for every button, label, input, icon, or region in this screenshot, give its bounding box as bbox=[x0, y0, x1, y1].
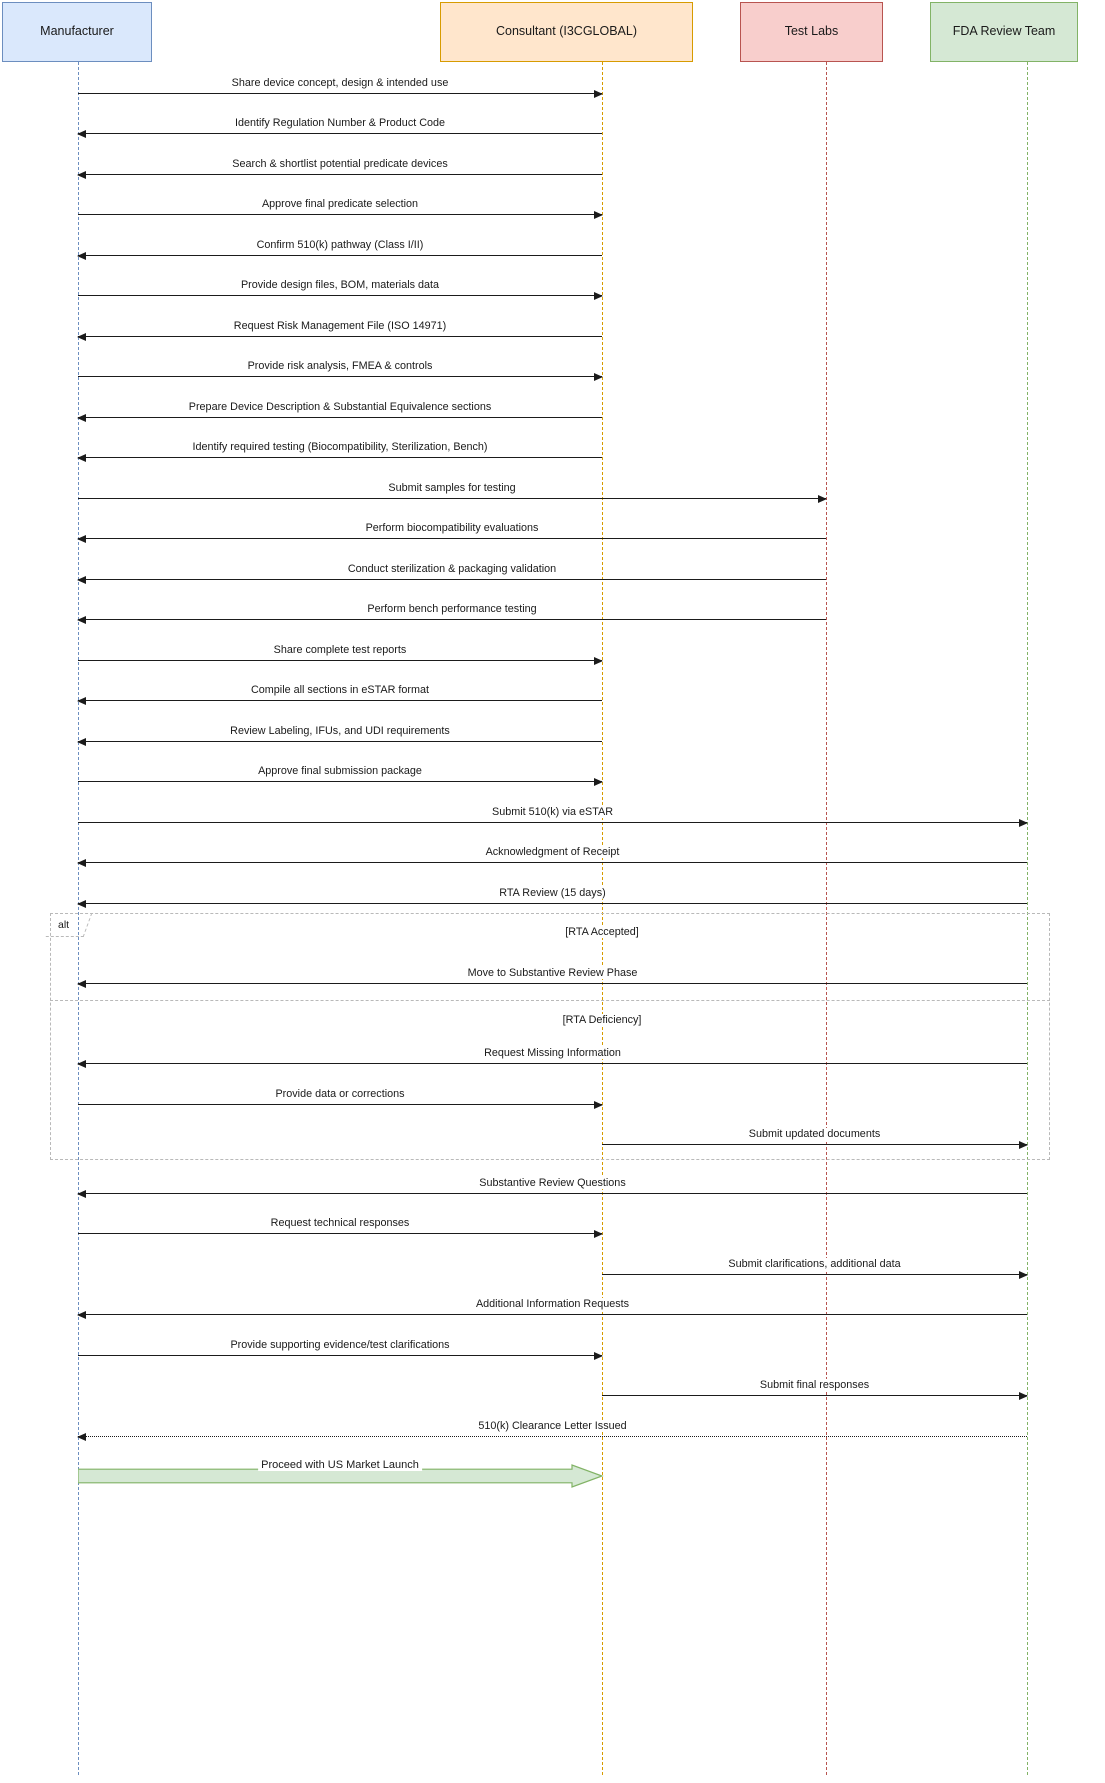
market-launch-label: Proceed with US Market Launch bbox=[258, 1459, 422, 1471]
message-line bbox=[78, 133, 602, 134]
message-label: Move to Substantive Review Phase bbox=[465, 967, 641, 979]
arrowhead-right-icon bbox=[594, 292, 603, 300]
message-line bbox=[78, 781, 602, 782]
arrowhead-left-icon bbox=[77, 333, 86, 341]
arrowhead-left-icon bbox=[77, 171, 86, 179]
message-line bbox=[78, 214, 602, 215]
arrowhead-right-icon bbox=[594, 211, 603, 219]
participant-label: Test Labs bbox=[784, 24, 839, 39]
message-label: Identify Regulation Number & Product Code bbox=[232, 117, 448, 129]
arrowhead-left-icon bbox=[77, 1060, 86, 1068]
lifeline-fda bbox=[1027, 62, 1028, 1775]
arrowhead-right-icon bbox=[818, 495, 827, 503]
message-label: Search & shortlist potential predicate devices bbox=[229, 158, 450, 170]
arrowhead-right-icon bbox=[594, 373, 603, 381]
arrowhead-right-icon bbox=[594, 1101, 603, 1109]
arrowhead-left-icon bbox=[77, 130, 86, 138]
message-label: Provide data or corrections bbox=[272, 1088, 407, 1100]
message-label: Prepare Device Description & Substantial Equivalence sections bbox=[186, 401, 494, 413]
message-line bbox=[602, 1274, 1027, 1275]
message-line bbox=[78, 93, 602, 94]
arrowhead-right-icon bbox=[1019, 1271, 1028, 1279]
lifeline-testlabs bbox=[826, 62, 827, 1775]
message-label: Submit final responses bbox=[757, 1379, 872, 1391]
message-line bbox=[78, 822, 1027, 823]
message-label: 510(k) Clearance Letter Issued bbox=[475, 1420, 629, 1432]
arrowhead-left-icon bbox=[77, 1190, 86, 1198]
participant-manufacturer[interactable] bbox=[2, 2, 152, 62]
message-label: Submit updated documents bbox=[746, 1128, 883, 1140]
message-line bbox=[78, 1436, 1027, 1437]
arrowhead-left-icon bbox=[77, 1433, 86, 1441]
lifeline-consultant bbox=[602, 62, 603, 1775]
arrowhead-left-icon bbox=[77, 252, 86, 260]
message-label: Request Missing Information bbox=[481, 1047, 624, 1059]
message-label: Provide design files, BOM, materials data bbox=[238, 279, 442, 291]
message-label: Conduct sterilization & packaging validation bbox=[345, 563, 559, 575]
message-line bbox=[78, 1193, 1027, 1194]
message-label: Approve final predicate selection bbox=[259, 198, 421, 210]
arrowhead-left-icon bbox=[77, 1311, 86, 1319]
arrowhead-left-icon bbox=[77, 414, 86, 422]
message-label: Confirm 510(k) pathway (Class I/II) bbox=[254, 239, 427, 251]
message-line bbox=[78, 579, 826, 580]
message-line bbox=[78, 903, 1027, 904]
message-line bbox=[78, 376, 602, 377]
message-label: Identify required testing (Biocompatibility, Sterilization, Bench) bbox=[189, 441, 490, 453]
message-line bbox=[78, 255, 602, 256]
message-label: Perform bench performance testing bbox=[364, 603, 539, 615]
message-line bbox=[602, 1144, 1027, 1145]
message-label: Request Risk Management File (ISO 14971) bbox=[231, 320, 449, 332]
arrowhead-left-icon bbox=[77, 900, 86, 908]
arrowhead-right-icon bbox=[594, 90, 603, 98]
alt-fragment-tag: alt bbox=[56, 919, 72, 931]
message-line bbox=[78, 295, 602, 296]
arrowhead-left-icon bbox=[77, 454, 86, 462]
arrowhead-right-icon bbox=[594, 778, 603, 786]
message-label: Compile all sections in eSTAR format bbox=[248, 684, 432, 696]
message-label: Review Labeling, IFUs, and UDI requirements bbox=[227, 725, 453, 737]
message-label: Share complete test reports bbox=[271, 644, 410, 656]
arrowhead-left-icon bbox=[77, 980, 86, 988]
alt-fragment-box bbox=[50, 913, 1050, 1160]
message-label: Submit samples for testing bbox=[385, 482, 518, 494]
message-line bbox=[78, 862, 1027, 863]
message-line bbox=[78, 619, 826, 620]
message-line bbox=[78, 1063, 1027, 1064]
message-line bbox=[78, 1104, 602, 1105]
message-label: Request technical responses bbox=[268, 1217, 413, 1229]
arrowhead-right-icon bbox=[1019, 1392, 1028, 1400]
message-line bbox=[602, 1395, 1027, 1396]
arrowhead-left-icon bbox=[77, 859, 86, 867]
arrowhead-right-icon bbox=[594, 1352, 603, 1360]
message-line bbox=[78, 1314, 1027, 1315]
alt-condition-label: [RTA Accepted] bbox=[562, 926, 641, 938]
message-line bbox=[78, 741, 602, 742]
message-line bbox=[78, 1233, 602, 1234]
message-label: Share device concept, design & intended use bbox=[229, 77, 452, 89]
message-label: Submit clarifications, additional data bbox=[725, 1258, 903, 1270]
message-label: Perform biocompatibility evaluations bbox=[363, 522, 542, 534]
message-line bbox=[78, 336, 602, 337]
arrowhead-right-icon bbox=[1019, 819, 1028, 827]
participant-fda[interactable] bbox=[930, 2, 1078, 62]
participant-label: Consultant (I3CGLOBAL) bbox=[495, 24, 638, 39]
message-line bbox=[78, 660, 602, 661]
message-label: RTA Review (15 days) bbox=[496, 887, 608, 899]
participant-consultant[interactable] bbox=[440, 2, 693, 62]
arrowhead-right-icon bbox=[594, 657, 603, 665]
message-line bbox=[78, 457, 602, 458]
message-line bbox=[78, 174, 602, 175]
message-line bbox=[78, 1355, 602, 1356]
message-label: Provide risk analysis, FMEA & controls bbox=[245, 360, 436, 372]
message-label: Provide supporting evidence/test clarifications bbox=[227, 1339, 452, 1351]
message-line bbox=[78, 538, 826, 539]
message-label: Substantive Review Questions bbox=[476, 1177, 628, 1189]
participant-label: FDA Review Team bbox=[952, 24, 1056, 39]
arrowhead-left-icon bbox=[77, 738, 86, 746]
arrowhead-right-icon bbox=[594, 1230, 603, 1238]
message-label: Approve final submission package bbox=[255, 765, 425, 777]
arrowhead-left-icon bbox=[77, 616, 86, 624]
message-label: Submit 510(k) via eSTAR bbox=[489, 806, 616, 818]
arrowhead-left-icon bbox=[77, 576, 86, 584]
message-label: Acknowledgment of Receipt bbox=[483, 846, 623, 858]
message-line bbox=[78, 983, 1027, 984]
message-line bbox=[78, 498, 826, 499]
participant-label: Manufacturer bbox=[40, 24, 114, 39]
alt-condition-label: [RTA Deficiency] bbox=[560, 1014, 645, 1026]
alt-fragment-divider bbox=[50, 1000, 1050, 1001]
message-line bbox=[78, 417, 602, 418]
arrowhead-left-icon bbox=[77, 535, 86, 543]
message-line bbox=[78, 700, 602, 701]
participant-testlabs[interactable] bbox=[740, 2, 883, 62]
message-label: Additional Information Requests bbox=[473, 1298, 632, 1310]
arrowhead-right-icon bbox=[1019, 1141, 1028, 1149]
arrowhead-left-icon bbox=[77, 697, 86, 705]
